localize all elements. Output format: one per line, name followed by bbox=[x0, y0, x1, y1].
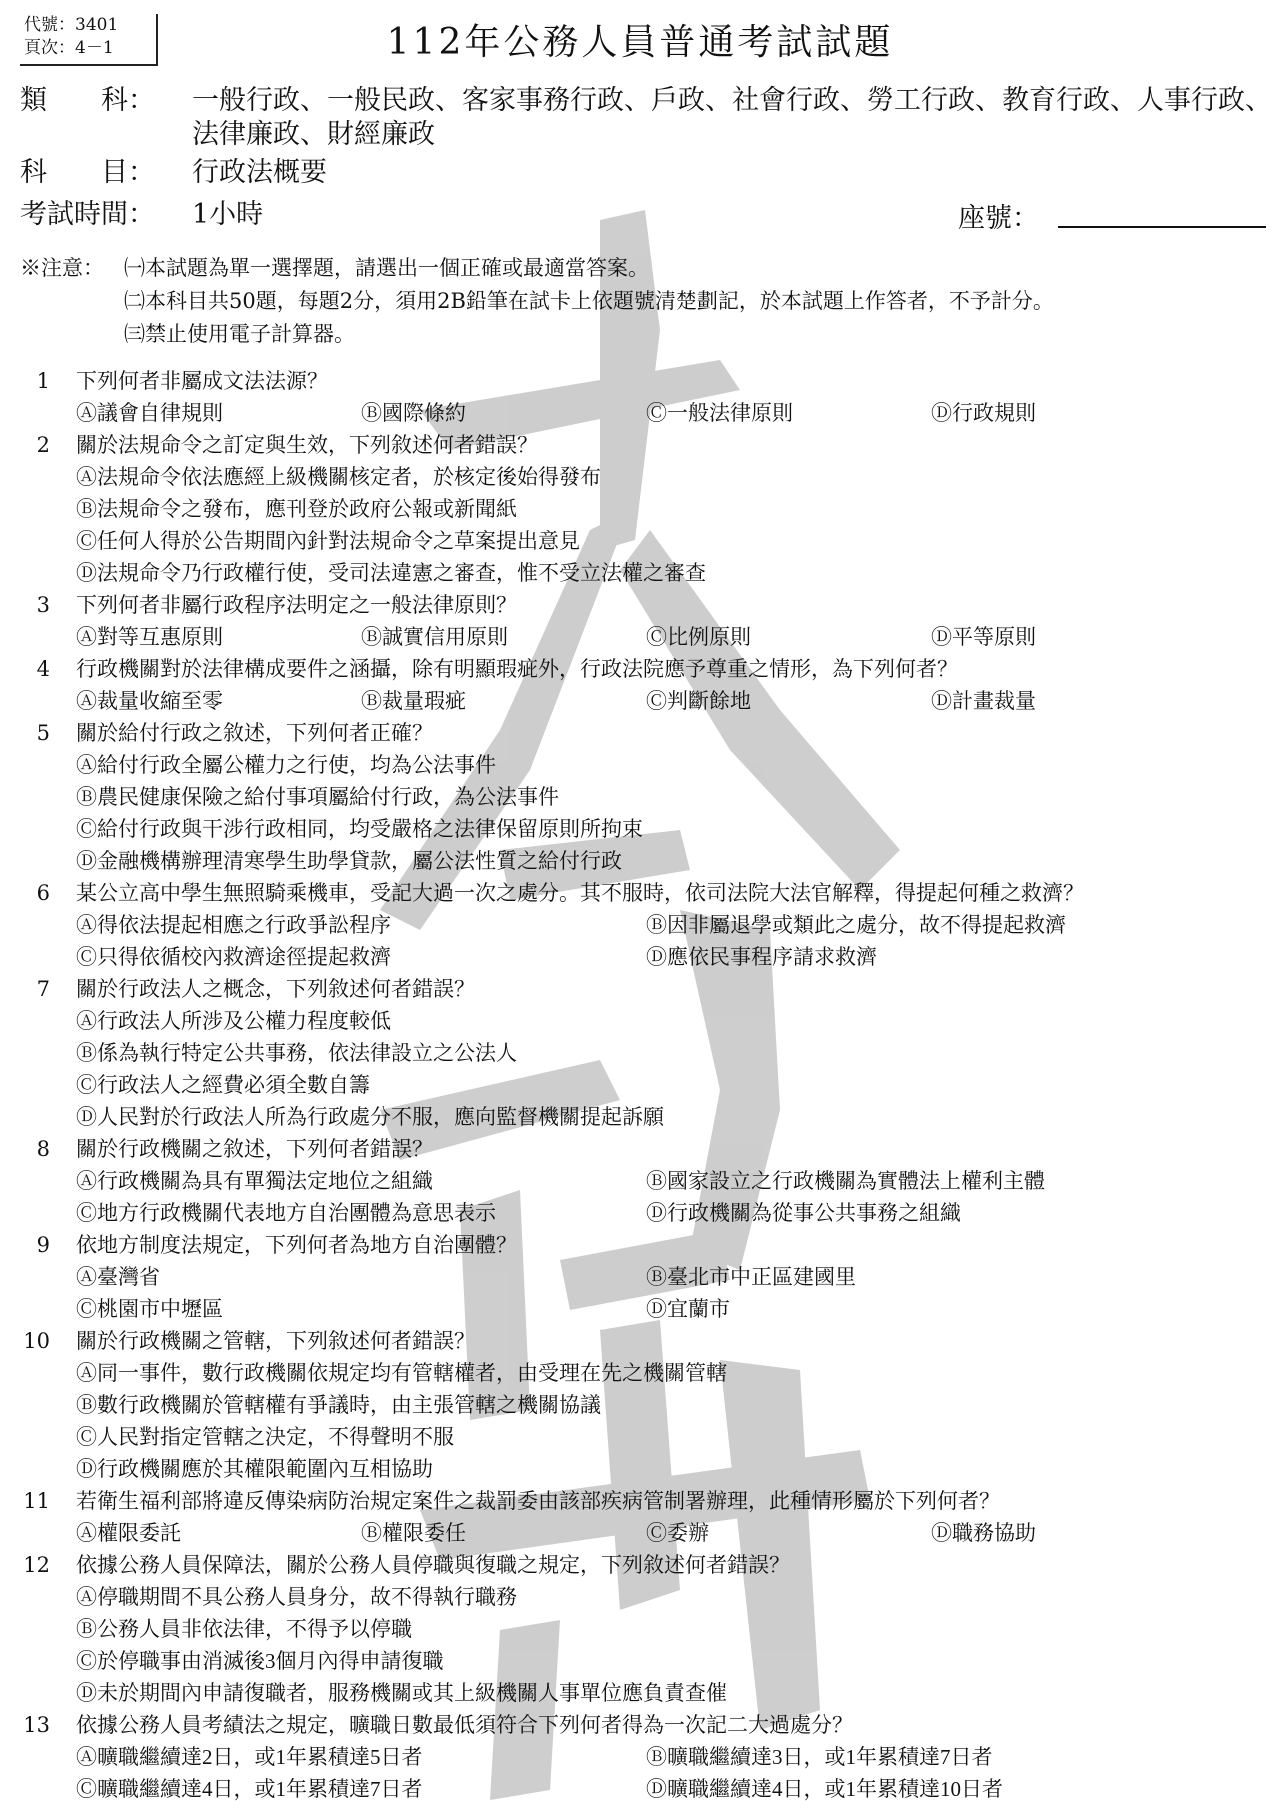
question-item bbox=[20, 1709, 1265, 1805]
question-number: 2 bbox=[36, 433, 50, 457]
question-stem: 下列何者非屬行政程序法明定之一般法律原則？ bbox=[76, 593, 517, 617]
page-indicator: 頁次：4－1 bbox=[24, 38, 114, 58]
time-value: 1小時 bbox=[192, 199, 264, 230]
answer-option: Ⓐ給付行政全屬公權力之行使，均為公法事件 bbox=[76, 753, 496, 777]
answer-option: Ⓑ公務人員非依法律，不得予以停職 bbox=[76, 1617, 412, 1641]
answer-option: Ⓑ因非屬退學或類此之處分，故不得提起救濟 bbox=[646, 913, 1066, 937]
question-number: 1 bbox=[36, 369, 50, 393]
question-stem: 依據公務人員考績法之規定，曠職日數最低須符合下列何者得為一次記二大過處分？ bbox=[76, 1713, 853, 1737]
question-item bbox=[20, 1133, 1265, 1229]
question-item bbox=[20, 653, 1265, 717]
answer-option: Ⓒ一般法律原則 bbox=[646, 401, 793, 425]
question-number: 9 bbox=[36, 1233, 50, 1257]
answer-option: Ⓒ判斷餘地 bbox=[646, 689, 751, 713]
exam-code: 代號：3401 bbox=[24, 15, 119, 35]
answer-option: Ⓓ平等原則 bbox=[931, 625, 1036, 649]
answer-option: Ⓐ停職期間不具公務人員身分，故不得執行職務 bbox=[76, 1585, 517, 1609]
question-item bbox=[20, 365, 1265, 429]
time-label: 考試時間： bbox=[20, 199, 155, 230]
answer-option: Ⓐ行政機關為具有單獨法定地位之組織 bbox=[76, 1169, 433, 1193]
answer-option: Ⓓ曠職繼續達4日，或1年累積達10日者 bbox=[646, 1777, 1003, 1801]
answer-option: Ⓒ委辦 bbox=[646, 1521, 709, 1545]
answer-option: Ⓒ人民對指定管轄之決定，不得聲明不服 bbox=[76, 1425, 454, 1449]
question-item bbox=[20, 1325, 1265, 1485]
answer-option: Ⓒ給付行政與干涉行政相同，均受嚴格之法律保留原則所拘束 bbox=[76, 817, 643, 841]
note-item: ㈡本科目共50題，每題2分，須用2B鉛筆在試卡上依題號清楚劃記，於本試題上作答者，不予計分。 bbox=[124, 289, 1054, 313]
page-title: 112年公務人員普通考試試題 bbox=[386, 22, 894, 63]
answer-option: Ⓐ權限委託 bbox=[76, 1521, 181, 1545]
question-item bbox=[20, 1485, 1265, 1549]
note-item: ㈠本試題為單一選擇題，請選出一個正確或最適當答案。 bbox=[124, 256, 649, 280]
answer-option: Ⓑ係為執行特定公共事務，依法律設立之公法人 bbox=[76, 1041, 517, 1065]
answer-option: Ⓐ臺灣省 bbox=[76, 1265, 160, 1289]
subject-value: 行政法概要 bbox=[192, 157, 327, 188]
answer-option: Ⓓ人民對於行政法人所為行政處分不服，應向監督機關提起訴願 bbox=[76, 1105, 664, 1129]
option-list bbox=[76, 461, 1265, 589]
question-number: 11 bbox=[23, 1489, 50, 1513]
answer-option: Ⓒ任何人得於公告期間內針對法規命令之草案提出意見 bbox=[76, 529, 580, 553]
answer-option: Ⓓ未於期間內申請復職者，服務機關或其上級機關人事單位應負責查催 bbox=[76, 1681, 727, 1705]
question-item bbox=[20, 589, 1265, 653]
answer-option: Ⓓ金融機構辦理清寒學生助學貸款，屬公法性質之給付行政 bbox=[76, 849, 622, 873]
option-list bbox=[76, 621, 1265, 653]
question-stem: 下列何者非屬成文法法源？ bbox=[76, 369, 328, 393]
question-stem: 行政機關對於法律構成要件之涵攝，除有明顯瑕疵外，行政法院應予尊重之情形，為下列何者？ bbox=[76, 657, 958, 681]
question-stem: 依地方制度法規定，下列何者為地方自治團體？ bbox=[76, 1233, 517, 1257]
answer-option: Ⓒ只得依循校內救濟途徑提起救濟 bbox=[76, 945, 391, 969]
subject-label: 科 目： bbox=[20, 157, 155, 188]
answer-option: Ⓒ比例原則 bbox=[646, 625, 751, 649]
category-value: 一般行政、一般民政、客家事務行政、戶政、社會行政、勞工行政、教育行政、人事行政、法律廉政、財經廉政 bbox=[192, 85, 1272, 150]
question-number: 7 bbox=[36, 977, 50, 1001]
answer-option: Ⓐ同一事件，數行政機關依規定均有管轄權者，由受理在先之機關管轄 bbox=[76, 1361, 727, 1385]
option-list bbox=[76, 1261, 1265, 1325]
option-list bbox=[76, 1517, 1265, 1549]
option-list bbox=[76, 1581, 1265, 1709]
category-label: 類 科： bbox=[20, 85, 155, 116]
question-stem: 關於法規命令之訂定與生效，下列敘述何者錯誤？ bbox=[76, 433, 538, 457]
option-list bbox=[76, 909, 1265, 973]
question-number: 4 bbox=[36, 657, 50, 681]
question-stem: 關於行政法人之概念，下列敘述何者錯誤？ bbox=[76, 977, 475, 1001]
answer-option: Ⓑ臺北市中正區建國里 bbox=[646, 1265, 856, 1289]
answer-option: Ⓐ法規命令依法應經上級機關核定者，於核定後始得發布 bbox=[76, 465, 601, 489]
answer-option: Ⓓ應依民事程序請求救濟 bbox=[646, 945, 877, 969]
answer-option: Ⓒ曠職繼續達4日，或1年累積達7日者 bbox=[76, 1777, 423, 1801]
answer-option: Ⓑ農民健康保險之給付事項屬給付行政，為公法事件 bbox=[76, 785, 559, 809]
answer-option: Ⓑ國家設立之行政機關為實體法上權利主體 bbox=[646, 1169, 1045, 1193]
question-stem: 關於行政機關之管轄，下列敘述何者錯誤？ bbox=[76, 1329, 475, 1353]
answer-option: Ⓑ數行政機關於管轄權有爭議時，由主張管轄之機關協議 bbox=[76, 1393, 601, 1417]
answer-option: Ⓒ地方行政機關代表地方自治團體為意思表示 bbox=[76, 1201, 496, 1225]
question-item bbox=[20, 973, 1265, 1133]
option-list bbox=[76, 1741, 1265, 1805]
answer-option: Ⓓ計畫裁量 bbox=[931, 689, 1036, 713]
question-list bbox=[20, 365, 1265, 1805]
question-stem: 關於行政機關之敘述，下列何者錯誤？ bbox=[76, 1137, 433, 1161]
option-list bbox=[76, 397, 1265, 429]
answer-option: Ⓓ宜蘭市 bbox=[646, 1297, 730, 1321]
question-item bbox=[20, 717, 1265, 877]
answer-option: Ⓓ行政機關為從事公共事務之組織 bbox=[646, 1201, 961, 1225]
question-number: 8 bbox=[36, 1137, 50, 1161]
answer-option: Ⓒ行政法人之經費必須全數自籌 bbox=[76, 1073, 370, 1097]
answer-option: Ⓓ行政規則 bbox=[931, 401, 1036, 425]
answer-option: Ⓓ行政機關應於其權限範圍內互相協助 bbox=[76, 1457, 433, 1481]
question-number: 6 bbox=[36, 881, 50, 905]
question-stem: 某公立高中學生無照騎乘機車，受記大過一次之處分。其不服時，依司法院大法官解釋，得提起何種之救濟？ bbox=[76, 881, 1084, 905]
answer-option: Ⓐ行政法人所涉及公權力程度較低 bbox=[76, 1009, 391, 1033]
question-stem: 若衛生福利部將違反傳染病防治規定案件之裁罰委由該部疾病管制署辦理，此種情形屬於下列何者？ bbox=[76, 1489, 1000, 1513]
answer-option: Ⓒ桃園市中壢區 bbox=[76, 1297, 223, 1321]
answer-option: Ⓑ法規命令之發布，應刊登於政府公報或新聞紙 bbox=[76, 497, 517, 521]
option-list bbox=[76, 685, 1265, 717]
question-stem: 關於給付行政之敘述，下列何者正確？ bbox=[76, 721, 433, 745]
option-list bbox=[76, 1005, 1265, 1133]
answer-option: Ⓑ國際條約 bbox=[361, 401, 466, 425]
answer-option: Ⓓ法規命令乃行政權行使，受司法違憲之審查，惟不受立法權之審查 bbox=[76, 561, 706, 585]
option-list bbox=[76, 1165, 1265, 1229]
question-number: 5 bbox=[36, 721, 50, 745]
question-number: 13 bbox=[23, 1713, 50, 1737]
answer-option: Ⓑ曠職繼續達3日，或1年累積達7日者 bbox=[646, 1745, 993, 1769]
question-number: 10 bbox=[23, 1329, 50, 1353]
answer-option: Ⓓ職務協助 bbox=[931, 1521, 1036, 1545]
notes-label: ※注意： bbox=[20, 256, 104, 280]
answer-option: Ⓐ曠職繼續達2日，或1年累積達5日者 bbox=[76, 1745, 423, 1769]
answer-option: Ⓐ得依法提起相應之行政爭訟程序 bbox=[76, 913, 391, 937]
question-number: 3 bbox=[36, 593, 50, 617]
question-item bbox=[20, 877, 1265, 973]
answer-option: Ⓑ裁量瑕疵 bbox=[361, 689, 466, 713]
question-item bbox=[20, 1229, 1265, 1325]
note-item: ㈢禁止使用電子計算器。 bbox=[124, 322, 355, 346]
question-number: 12 bbox=[23, 1553, 50, 1577]
question-item bbox=[20, 1549, 1265, 1709]
option-list bbox=[76, 749, 1265, 877]
answer-option: Ⓑ權限委任 bbox=[361, 1521, 466, 1545]
answer-option: Ⓑ誠實信用原則 bbox=[361, 625, 508, 649]
seat-label: 座號： bbox=[958, 203, 1039, 234]
answer-option: Ⓒ於停職事由消滅後3個月內得申請復職 bbox=[76, 1649, 444, 1673]
answer-option: Ⓐ裁量收縮至零 bbox=[76, 689, 223, 713]
question-item bbox=[20, 429, 1265, 589]
answer-option: Ⓐ對等互惠原則 bbox=[76, 625, 223, 649]
seat-number-blank bbox=[1058, 226, 1266, 228]
question-stem: 依據公務人員保障法，關於公務人員停職與復職之規定，下列敘述何者錯誤？ bbox=[76, 1553, 790, 1577]
option-list bbox=[76, 1357, 1265, 1485]
answer-option: Ⓐ議會自律規則 bbox=[76, 401, 223, 425]
